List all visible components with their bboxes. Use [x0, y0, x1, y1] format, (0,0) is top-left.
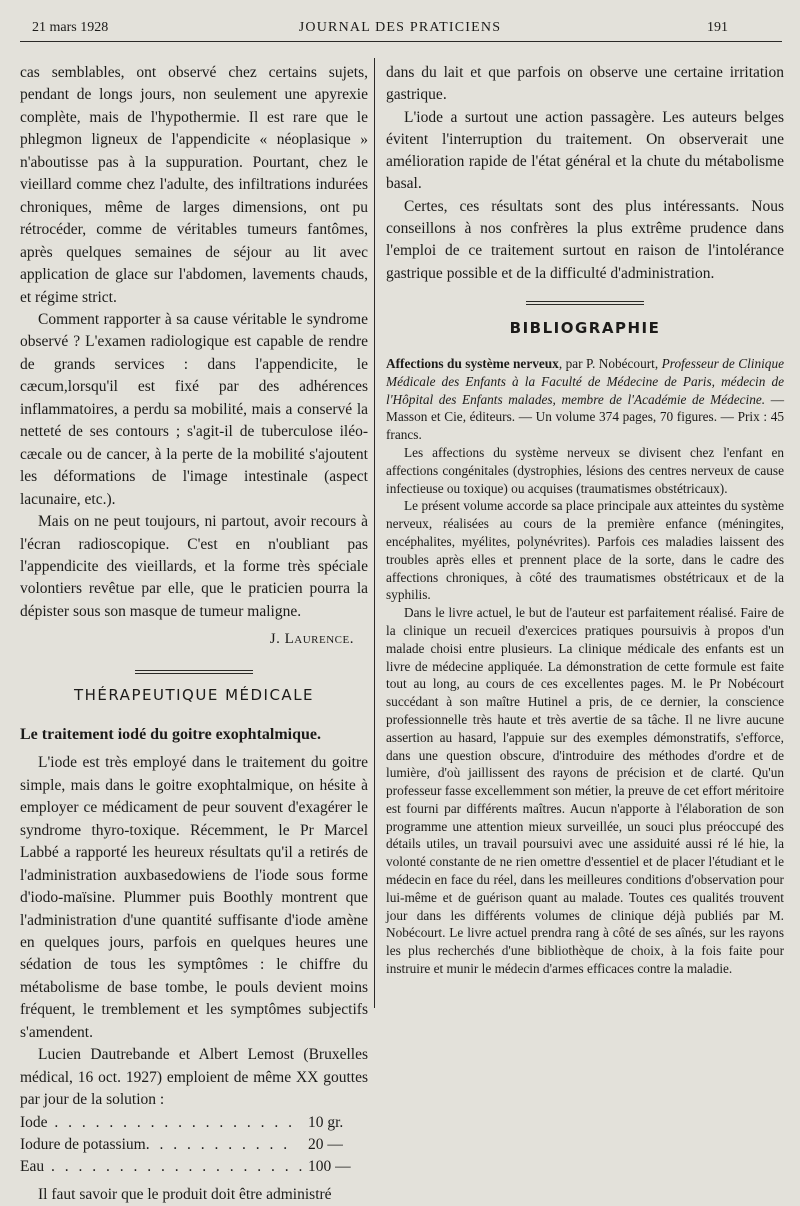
review-paragraph-2: Le présent volume accorde sa place principale aux atteintes du système nerveux, réalisées au cours de la première enfance (méningites, encéphalites, myélites, polynévrites). Parfois ces maladies laissent des troubles après elles et prennent place de la sorte, dans le cadre des affections chroniques, à côté des traumatismes obstétricaux et de la syphilis.	[386, 498, 784, 603]
author-credentials: Professeur de Clinique Médicale des Enfants à la Faculté de Médecine de Paris, médecin de l'Hôpital des Enfants malades, membre de l'Académie de Médecine.	[386, 355, 785, 407]
page-number: 191	[707, 20, 728, 35]
journal-title: JOURNAL DES PRATICIENS	[298, 20, 502, 35]
recipe-row	[20, 1112, 368, 1134]
left-paragraph-6: Il faut savoir que le produit doit être administré	[38, 1185, 332, 1203]
left-column	[20, 62, 368, 1206]
book-author: , par P. Nobécourt,	[558, 355, 659, 371]
recipe-dose: 100 —	[308, 1157, 351, 1175]
page-header	[0, 0, 800, 44]
article-signature: J. Laurence.	[269, 631, 354, 648]
section-title-therapeutique: THÉRAPEUTIQUE MÉDICALE	[73, 686, 315, 705]
left-paragraph-3: Mais on ne peut toujours, ni partout, avoir recours à l'écran radioscopique. C'est en n'oubliant pas l'appendicite des vieillards, et la forme très spéciale volontiers revêtue par elle, que le praticien pourra la dépister sous son masque de tumeur maligne.	[20, 513, 368, 620]
left-paragraph-4: L'iode est très employé dans le traitement du goitre simple, mais dans le goitre exophtalmique, on hésite à employer ce médicament de peur souvent d'exagérer le syndrome thyro-toxique. Récemment, le Pr Marcel Labbé a rapporté les heureux résultats qu'il a retirés de l'administration auxbasedowiens de l'iode sous forme d'iodo-maïsine. Plummer puis Boothly montrent que l'administration d'une quantité suffisante d'iode amène en quelques jours, parfois en quelques heures une sédation de tous les symptômes : le chiffre du métabolisme de base tombe, le pouls devient moins fréquent, le tremblement et les symptômes subjectifs s'amendent.	[20, 754, 368, 1041]
book-title: Affections du système nerveux	[386, 355, 559, 371]
right-paragraph-3: Certes, ces résultats sont des plus intéressants. Nous conseillons à nos confrères la plus extrême prudence dans l'emploi de ce traitement surtout en raison de l'intolérance gastrique possible et de la difficulté d'administration.	[386, 197, 784, 282]
recipe-leader: . . . . . . . . . . . . . . . . . . .	[44, 1157, 306, 1175]
left-paragraph-5: Lucien Dautrebande et Albert Lemost (Bruxelles médical, 16 oct. 1927) emploient de même XX gouttes par jour de la solution :	[20, 1046, 368, 1109]
book-reference	[386, 355, 784, 444]
column-divider	[374, 58, 375, 1008]
recipe-row	[20, 1156, 368, 1178]
iodine-recipe	[20, 1112, 368, 1178]
recipe-dose: 10 gr.	[308, 1113, 344, 1131]
book-publisher: — Masson et Cie, éditeurs. — Un volume 374 pages, 70 figures. — Prix : 45 francs.	[386, 391, 784, 443]
recipe-ingredient: Iodure de potassium	[20, 1135, 146, 1153]
recipe-leader: . . . . . . . . . . . . . . . . . .	[47, 1113, 296, 1131]
header-rule	[20, 41, 782, 42]
right-column	[386, 62, 784, 978]
recipe-ingredient: Iode	[20, 1113, 48, 1131]
right-paragraph-2: L'iode a surtout une action passagère. Les auteurs belges évitent l'interruption du traitement. On observerait une amélioration rapide de l'état général et la chute du métabolisme basal.	[386, 108, 784, 193]
recipe-row	[20, 1134, 368, 1156]
section-title-bibliographie: BIBLIOGRAPHIE	[509, 318, 661, 337]
article-title: Le traitement iodé du goitre exophtalmique.	[20, 726, 322, 744]
left-paragraph-1: cas semblables, ont observé chez certains sujets, pendant de longs jours, non seulement une apyrexie complète, mais de l'hypothermie. Il est rare que le phlegmon ligneux de l'appendicite « néoplasique » n'aboutisse pas à la suppuration. Pourtant, chez le vieillard comme chez l'adulte, des infiltrations indurées chroniques, même de larges dimensions, ont pu rétrocéder, comme de véritables tumeurs fantômes, après quelques semaines de séjour au lit avec application de glace sur l'abdomen, lavements chauds, et régime strict.	[20, 64, 368, 306]
left-paragraph-2: Comment rapporter à sa cause véritable le syndrome observé ? L'examen radiologique est capable de rendre de grands services : dans l'appendicite, le cæcum,lorsqu'il est fixé par des adhérences inflammatoires, a perdu sa mobilité, mais a conservé la netteté de ses contours ; s'agit-il de tuberculose iléo-cæcale ou de cancer, à la perte de la mobilité s'ajoutent les déformations de l'image intestinale (aspect lacunaire, etc.).	[20, 310, 368, 508]
review-paragraph-1: Les affections du système nerveux se divisent chez l'enfant en affections congénitales (dystrophies, lésions des centres nerveux de cause infectieuse ou toxique) ou acquises (traumatismes obstétricaux).	[386, 444, 784, 496]
recipe-leader: . . . . . . . . . . .	[145, 1135, 291, 1153]
right-paragraph-1: dans du lait et que parfois on observe une certaine irritation gastrique.	[386, 64, 784, 104]
recipe-ingredient: Eau	[20, 1157, 45, 1175]
recipe-dose: 20 —	[308, 1135, 343, 1153]
review-paragraph-3: Dans le livre actuel, le but de l'auteur est parfaitement réalisé. Faire de la clinique un recueil d'exercices pratiques poursuivis à propos d'un malade choisi entre plusieurs. La clinique médicale des enfants est un livre de médecine appliquée. La démonstration de cette formule est faite tout au long, au cours de ces excellentes pages. M. le Pr Nobécourt succédant à son maître Hutinel a pris, de ce dernier, la conscience professionnelle très haute et très avertie de sa tâche. Il ne livre aucune assertion au hasard, l'appuie sur des exemples démonstratifs, s'efforce, dans une question obscure, d'introduire des méthodes d'ordre et de lumière, d'où jaillissent des rayons de précision et de clarté. Qu'un professeur fasse excellemment son métier, la preuve de cet effort méritoire est fourni par différents maîtres. Aucun n'apporte à l'élaboration de son programme une attention mieux surveillée, un souci plus préoccupé des détails utiles, un travail poursuivi avec une assiduité aussi ré lé hie, la volonté constante de ne rien omettre d'essentiel et de placer l'étudiant et le médecin en face du réel, dans les meilleures conditions d'observation pour lui-même et de guérison quant au malade. Toutes ces qualités trouvent jour dans les différents volumes de clinique déjà publiés par M. Nobécourt. Le livre actuel prendra rang à côté de ses aînés, sur les rayons les plus recherchés d'une bibliothèque de choix, à la fois faite pour instruire et munir le médecin d'armes efficaces contre la maladie.	[386, 605, 784, 977]
issue-date: 21 mars 1928	[32, 20, 109, 35]
